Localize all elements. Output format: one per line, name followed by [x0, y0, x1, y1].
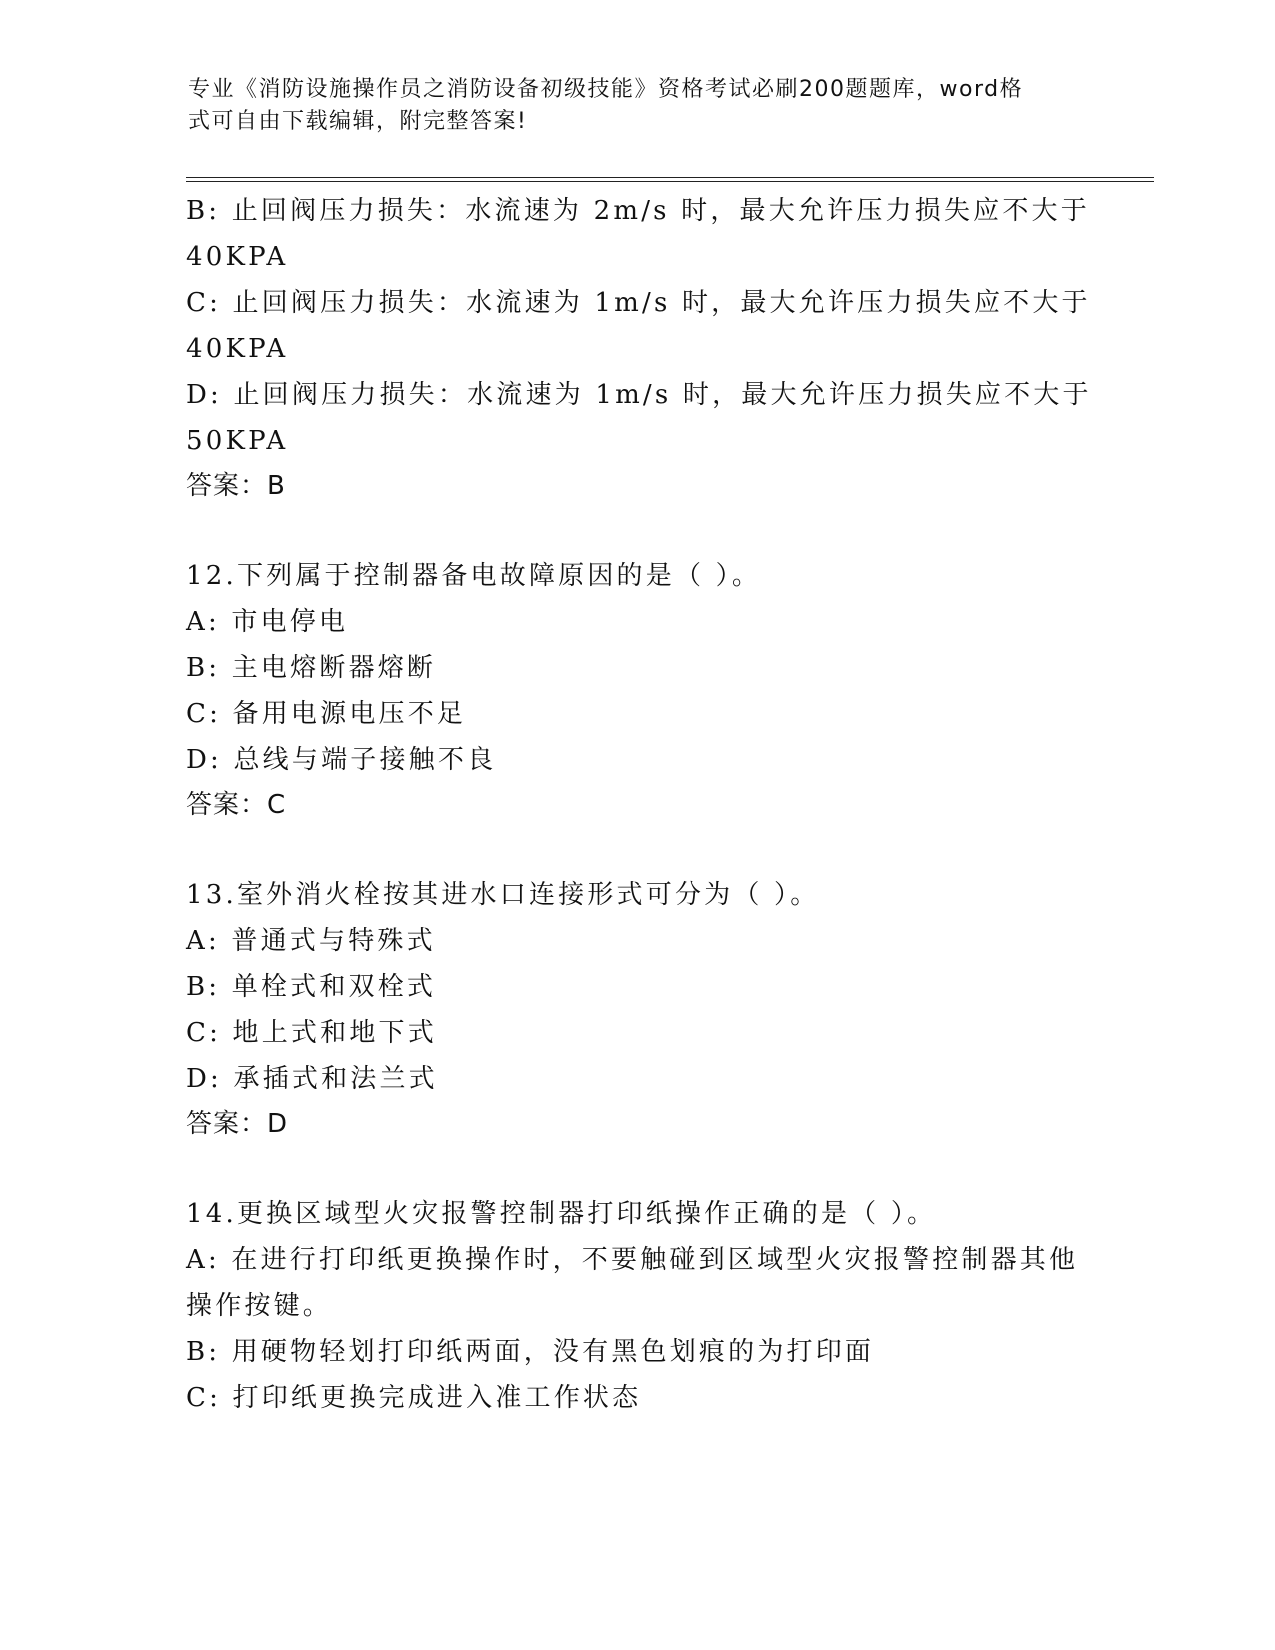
- option-b: B: 单栓式和双栓式: [186, 972, 437, 1002]
- option-c: C: 备用电源电压不足: [186, 699, 467, 729]
- option-b-continued: 40KPA: [186, 242, 289, 272]
- option-d: D: 承插式和法兰式: [186, 1064, 438, 1094]
- spacer: [186, 508, 1086, 553]
- option-b: B: 止回阀压力损失：水流速为 2m/s 时，最大允许压力损失应不大于: [186, 196, 1090, 226]
- question-14: [186, 1191, 1086, 1421]
- option-c-continued: 40KPA: [186, 334, 289, 364]
- question-13: [186, 872, 1086, 1146]
- question-stem: 13.室外消火栓按其进水口连接形式可分为（ ）。: [186, 880, 820, 910]
- option-b: B: 主电熔断器熔断: [186, 653, 437, 683]
- answer-line: 答案：B: [186, 471, 286, 501]
- header-divider-bottom: [186, 181, 1154, 182]
- option-c: C: 止回阀压力损失：水流速为 1m/s 时，最大允许压力损失应不大于: [186, 288, 1091, 318]
- header-divider-top: [186, 177, 1154, 178]
- header-line-2: 式可自由下载编辑，附完整答案!: [188, 109, 528, 134]
- question-stem: 12.下列属于控制器备电故障原因的是（ ）。: [186, 561, 762, 591]
- option-d: D: 止回阀压力损失：水流速为 1m/s 时，最大允许压力损失应不大于: [186, 380, 1092, 410]
- page-header: [188, 74, 1078, 138]
- answer-line: 答案：D: [186, 1109, 289, 1139]
- option-c: C: 地上式和地下式: [186, 1018, 437, 1048]
- spacer: [186, 827, 1086, 872]
- header-line-1: 专业《消防设施操作员之消防设备初级技能》资格考试必刷200题题库，word格: [188, 77, 1024, 102]
- option-a: A: 普通式与特殊式: [186, 926, 436, 956]
- option-a: A: 在进行打印纸更换操作时，不要触碰到区域型火灾报警控制器其他: [186, 1245, 1079, 1275]
- question-12: [186, 553, 1086, 827]
- option-a-continued: 操作按键。: [186, 1291, 333, 1321]
- option-d: D: 总线与端子接触不良: [186, 745, 497, 775]
- question-content: [186, 188, 1092, 1421]
- option-b: B: 用硬物轻划打印纸两面，没有黑色划痕的为打印面: [186, 1337, 875, 1367]
- answer-line: 答案：C: [186, 790, 287, 820]
- question-11-tail: [186, 188, 1092, 508]
- option-d-continued: 50KPA: [186, 426, 289, 456]
- option-a: A: 市电停电: [186, 607, 349, 637]
- question-stem: 14.更换区域型火灾报警控制器打印纸操作正确的是（ ）。: [186, 1199, 937, 1229]
- spacer: [186, 1146, 1086, 1191]
- option-c: C: 打印纸更换完成进入准工作状态: [186, 1383, 642, 1413]
